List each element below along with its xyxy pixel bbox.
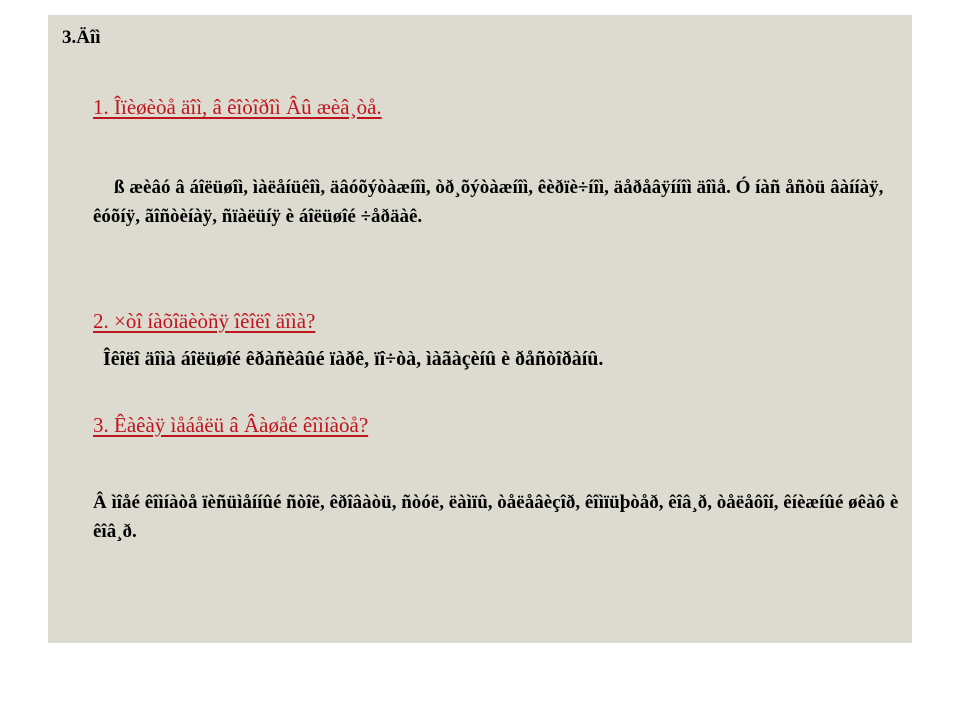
question-1-heading: 1. Îïèøèòå äîì, â êîòîðîì Âû æèâ¸òå.: [93, 95, 382, 119]
answer-1-text: ß æèâó â áîëüøîì, ìàëåíüêîì, äâóõýòàæíîì, òð¸õýòàæíîì, êèðïè÷íîì, äåðåâÿííîì äîìå. Ó íàñ åñòü âàííàÿ, êóõíÿ, ãîñòèíàÿ, ñïàëüíÿ è áîëüøîé ÷åðäàê.: [93, 177, 884, 227]
answer-2-text: Îêîëî äîìà áîëüøîé êðàñèâûé ïàðê, ïî÷òà, ìàãàçèíû è ðåñòîðàíû.: [103, 348, 604, 370]
question-3-heading: 3. Êàêàÿ ìåáåëü â Âàøåé êîìíàòå?: [93, 413, 369, 437]
slide-title: 3.Äîì: [62, 27, 101, 48]
answer-3-text: Â ìîåé êîìíàòå ïèñüìåííûé ñòîë, êðîâàòü, ñòóë, ëàìïû, òåëåâèçîð, êîìïüþòåð, êîâ¸ð, òåëåôîí, êíèæíûé øêàô è êîâ¸ð.: [93, 492, 899, 542]
question-2-heading: 2. ×òî íàõîäèòñÿ îêîëî äîìà?: [93, 309, 316, 333]
